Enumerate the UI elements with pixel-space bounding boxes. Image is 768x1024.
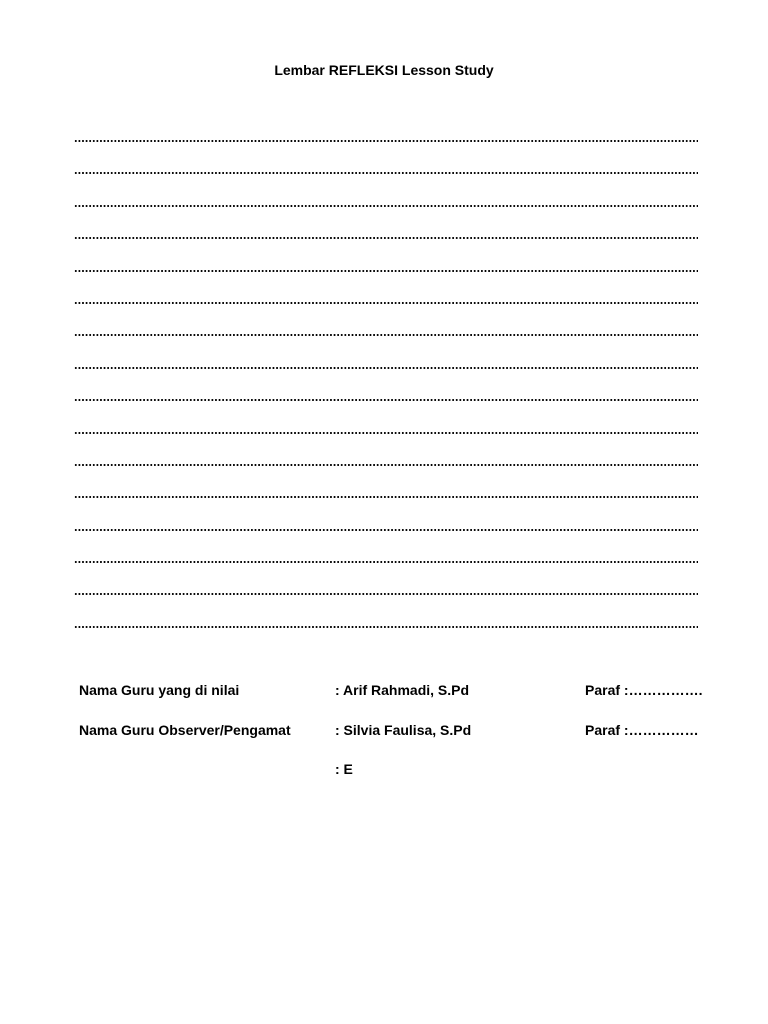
dotted-line-dots xyxy=(74,398,698,402)
dotted-line-dots xyxy=(74,171,698,175)
dotted-line-dots xyxy=(74,431,698,435)
dotted-line-dots xyxy=(74,366,698,370)
dotted-line-dots xyxy=(74,204,698,208)
dotted-line-dots xyxy=(74,625,698,629)
dotted-line-dots xyxy=(74,333,698,337)
info-row-extra xyxy=(79,761,703,801)
dotted-writing-line xyxy=(74,227,698,259)
dotted-line-dots xyxy=(74,560,698,564)
observer-teacher-paraf: Paraf :…………… xyxy=(585,721,699,738)
dotted-writing-line xyxy=(74,324,698,356)
dotted-writing-line xyxy=(74,551,698,583)
assessed-teacher-paraf: Paraf :……………. xyxy=(585,682,703,698)
dotted-line-dots xyxy=(74,592,698,596)
dotted-writing-line xyxy=(74,486,698,518)
dotted-writing-line xyxy=(74,357,698,389)
dotted-line-dots xyxy=(74,301,698,305)
dotted-writing-line xyxy=(74,422,698,454)
dotted-writing-line xyxy=(74,616,698,648)
dotted-line-dots xyxy=(74,528,698,532)
page-title: Lembar REFLEKSI Lesson Study xyxy=(274,62,494,78)
dotted-writing-line xyxy=(74,162,698,194)
dotted-line-dots xyxy=(74,495,698,499)
dotted-writing-line xyxy=(74,583,698,615)
dotted-writing-line xyxy=(74,389,698,421)
dotted-line-dots xyxy=(74,463,698,467)
dotted-writing-line xyxy=(74,195,698,227)
assessed-teacher-name: : Arif Rahmadi, S.Pd xyxy=(335,682,470,698)
dotted-line-dots xyxy=(74,236,698,240)
info-row-observer-teacher xyxy=(79,722,703,762)
dotted-writing-line xyxy=(74,454,698,486)
info-row-assessed-teacher xyxy=(79,682,703,722)
dotted-writing-line xyxy=(74,130,698,162)
dotted-lines-area xyxy=(74,130,698,648)
dotted-writing-line xyxy=(74,519,698,551)
observer-teacher-label: Nama Guru Observer/Pengamat xyxy=(79,721,291,738)
observer-teacher-name: : Silvia Faulisa, S.Pd xyxy=(335,721,472,738)
teacher-info-section xyxy=(79,682,703,801)
dotted-line-dots xyxy=(74,269,698,273)
dotted-writing-line xyxy=(74,292,698,324)
dotted-writing-line xyxy=(74,260,698,292)
dotted-line-dots xyxy=(74,139,698,143)
assessed-teacher-label: Nama Guru yang di nilai xyxy=(79,682,240,698)
extra-value: : E xyxy=(335,761,353,777)
